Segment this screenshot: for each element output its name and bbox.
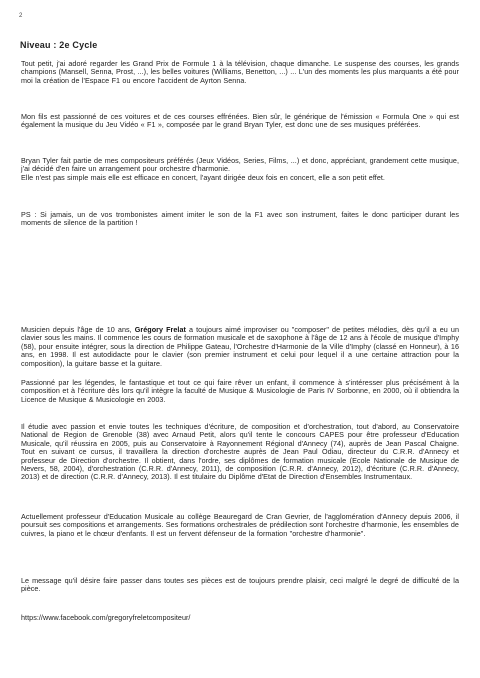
intro-paragraph-1: Tout petit, j'ai adoré regarder les Grand Prix de Formule 1 à la télévision, chaque dimanche. Le suspense des courses, les grands champions (Mansell, Senna, Prost, ...), les belles voitures (Williams, Benetton, ...) ... L'un des moments les plus marquants a été pour moi la création de l'Espace F1 ou encore l'accident de Ayrton Senna. <box>21 59 459 85</box>
bio-paragraph-4: Actuellement professeur d'Education Musicale au collège Beauregard de Cran Gevrier, de l'agglomération d'Annecy depuis 2006, il poursuit ses compositions et arrangements. Ses formations orchestrales de prédilection sont l'orchestre d'harmonie, les ensembles de cuivres, la piano et le chœur d'enfants. Il est un fervent défenseur de la formation "orchestre d'harmonie". <box>21 512 459 538</box>
intro-ps: PS : Si jamais, un de vos trombonistes aiment imiter le son de la F1 avec son instrument, faites le donc participer durant les moments de silence de la partition ! <box>21 210 459 228</box>
level-heading: Niveau : 2e Cycle <box>20 40 98 50</box>
facebook-link[interactable]: https://www.facebook.com/gregoryfreletcompositeur/ <box>21 613 191 622</box>
intro-paragraph-2: Mon fils est passionné de ces voitures et de ces courses effrénées. Bien sûr, le générique de l'émission « Formula One » qui est également la musique du Jeu Vidéo « F1 », composée par le grand Bryan Tyler, est donc une de ses musiques préférées. <box>21 112 459 130</box>
bio-paragraph-2: Passionné par les légendes, le fantastique et tout ce qui faire rêver un enfant, il commence à s'intéresser plus précisément à la composition et à l'écriture dès lors qu'il intègre la faculté de Musique & Musicologie de Paris IV Sorbonne, en 2000, où il obtiendra la Licence de Musique & Musicologie en 2003. <box>21 378 459 404</box>
bio-paragraph-1: Musicien depuis l'âge de 10 ans, Grégory Frelat a toujours aimé improviser ou "composer" de petites mélodies, dès qu'il a eu un clavier sous les mains. Il commence les cours de formation musicale et de saxophone à l'âge de 12 ans à l'école de musique d'Imphy (58), pour ensuite intégrer, sous la direction de Philippe Gateau, l'Orchestre d'Harmonie de la Ville d'Imphy (classé en Honneur), à 16 ans, en 1998. Il est autodidacte pour le clavier (son premier instrument et celui pour lequel il a une certaine attraction pour la composition), la guitare basse et la guitare. <box>21 325 459 368</box>
composer-name: Grégory Frelat <box>134 325 186 334</box>
intro-paragraph-3: Bryan Tyler fait partie de mes compositeurs préférés (Jeux Vidéos, Series, Films, ...) et donc, appréciant, grandement cette musique, j'ai décidé d'en faire un arrangement pour orchestre d'harmonie. Elle n'est pas simple mais elle est efficace en concert, l'ayant dirigée deux fois en concert, elle a son petit effet. <box>21 156 459 182</box>
page-number: 2 <box>19 13 23 19</box>
bio-paragraph-5: Le message qu'il désire faire passer dans toutes ses pièces est de toujours prendre plaisir, ceci malgré le degré de difficulté de la pièce. <box>21 576 459 594</box>
bio-paragraph-3: Il étudie avec passion et envie toutes les techniques d'écriture, de composition et d'orchestration, tout d'abord, au Conservatoire National de Region de Grenoble (38) avec Arnaud Petit, alors qu'il tente le concours CAPES pour être professeur d'Education Musicale, qu'il réussira en 2005, puis au Conservatoire à Rayonnement Régional d'Annecy (74), auprès de Jean Pascal Chaigne. Tout en suivant ce cursus, il travaillera la direction d'orchestre auprès de Jean Paul Odiau, directeur du C.R.R. d'Annecy et professeur de Direction d'orchestre. Il obtient, dans l'ordre, ses diplômes de formation musicale (Ecole Nationale de Musique de Nevers, 58, 2004), d'orchestration (C.R.R. d'Annecy, 2011), de composition (C.R.R. d'Annecy, 2012), d'écriture (C.R.R. d'Annecy, 2013) et de direction (C.R.R. d'Annecy, 2013). Il est titulaire du Diplôme d'Etat de Direction d'Ensembles Instrumentaux. <box>21 422 459 482</box>
